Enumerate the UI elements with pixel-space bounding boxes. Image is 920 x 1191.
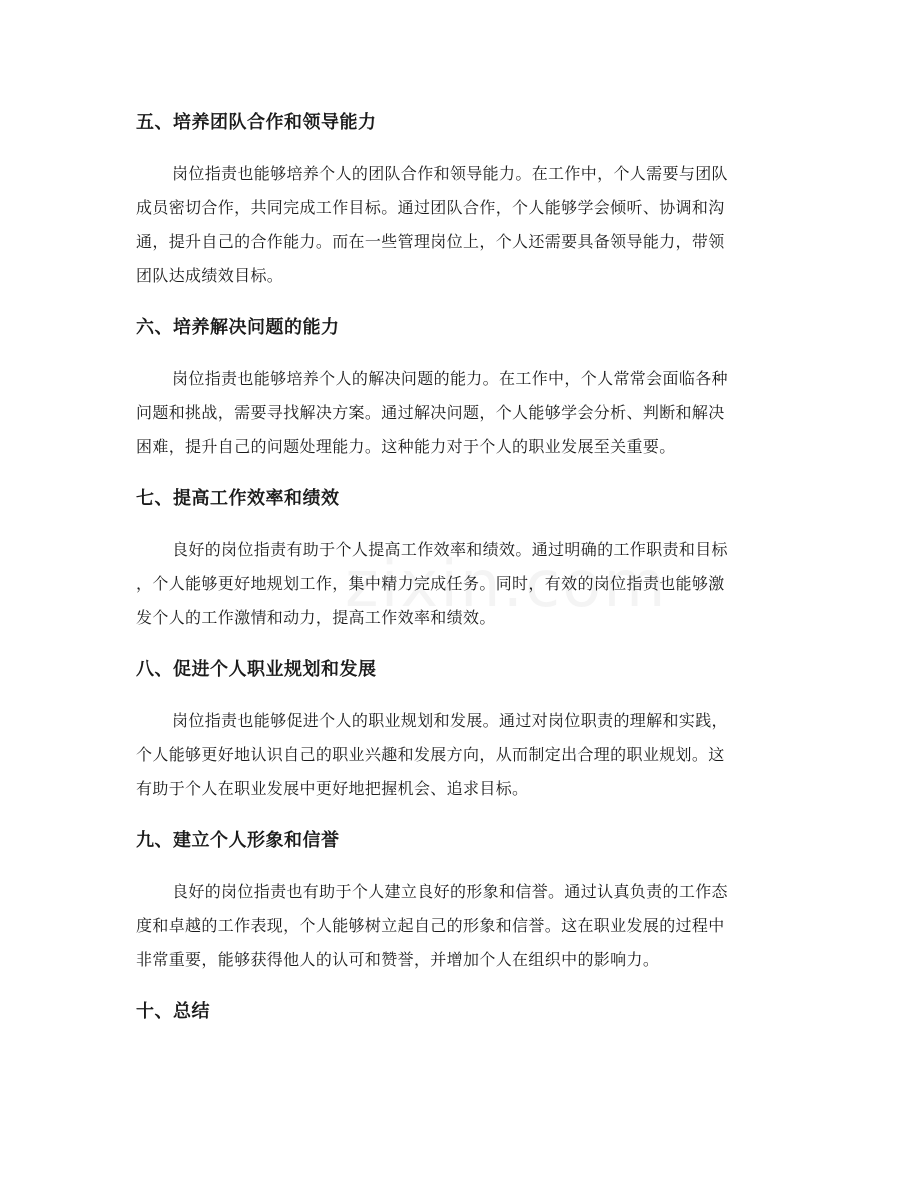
paragraph-line: 问题和挑战，需要寻找解决方案。通过解决问题，个人能够学会分析、判断和解决: [136, 403, 725, 422]
paragraph-line: 困难，提升自己的问题处理能力。这种能力对于个人的职业发展至关重要。: [136, 437, 676, 456]
paragraph-line: 岗位指责也能够培养个人的团队合作和领导能力。在工作中，个人需要与团队: [172, 164, 728, 183]
paragraph-line: 团队达成绩效目标。: [136, 266, 284, 285]
paragraph-line: 非常重要，能够获得他人的认可和赞誉，并增加个人在组织中的影响力。: [136, 950, 660, 969]
section-paragraph: [136, 533, 786, 635]
section-paragraph: [136, 157, 786, 293]
section-8: [136, 655, 786, 806]
section-5: [136, 108, 786, 293]
section-6: [136, 313, 786, 464]
paragraph-line: 有助于个人在职业发展中更好地把握机会、追求目标。: [136, 779, 529, 798]
section-heading: 八、促进个人职业规划和发展: [136, 659, 377, 680]
paragraph-line: 岗位指责也能够促进个人的职业规划和发展。通过对岗位职责的理解和实践，: [172, 711, 728, 730]
section-9: [136, 826, 786, 977]
section-heading: 六、培养解决问题的能力: [136, 317, 340, 338]
section-paragraph: [136, 362, 786, 464]
section-heading: 九、建立个人形象和信誉: [136, 830, 340, 851]
section-paragraph: [136, 875, 786, 977]
paragraph-line: ，个人能够更好地规划工作，集中精力完成任务。同时，有效的岗位指责也能够激: [136, 574, 725, 593]
paragraph-line: 个人能够更好地认识自己的职业兴趣和发展方向，从而制定出合理的职业规划。这: [136, 745, 725, 764]
paragraph-line: 发个人的工作激情和动力，提高工作效率和绩效。: [136, 608, 496, 627]
paragraph-line: 通，提升自己的合作能力。而在一些管理岗位上，个人还需要具备领导能力，带领: [136, 232, 725, 251]
paragraph-line: 岗位指责也能够培养个人的解决问题的能力。在工作中，个人常常会面临各种: [172, 369, 728, 388]
document-body: [136, 108, 786, 1046]
section-heading: 十、总结: [136, 1001, 210, 1022]
section-paragraph: [136, 704, 786, 806]
paragraph-line: 良好的岗位指责有助于个人提高工作效率和绩效。通过明确的工作职责和目标: [172, 540, 728, 559]
paragraph-line: 成员密切合作，共同完成工作目标。通过团队合作，个人能够学会倾听、协调和沟: [136, 198, 725, 217]
section-heading: 七、提高工作效率和绩效: [136, 488, 340, 509]
paragraph-line: 度和卓越的工作表现，个人能够树立起自己的形象和信誉。这在职业发展的过程中: [136, 916, 725, 935]
section-heading: 五、培养团队合作和领导能力: [136, 112, 377, 133]
paragraph-line: 良好的岗位指责也有助于个人建立良好的形象和信誉。通过认真负责的工作态: [172, 882, 728, 901]
section-7: [136, 484, 786, 635]
section-10: [136, 997, 786, 1027]
